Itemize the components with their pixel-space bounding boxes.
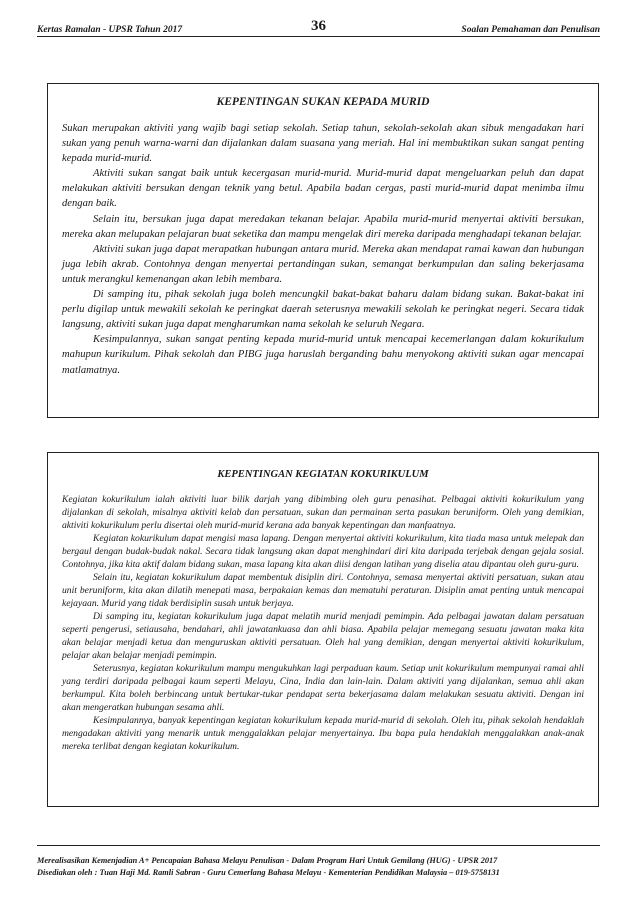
essay-paragraph: Kesimpulannya, banyak kepentingan kegiatan kokurikulum kepada murid-murid di sekolah. Oleh itu, pihak sekolah hendaklah mengadakan aktiviti yang menarik untuk menggalakkan pelajar menyertainya. Ibu bapa pula hendaklah menggalakkan anak-anak mereka terlibat dengan kegiatan kokurikulum. <box>62 715 584 752</box>
essay-box-sukan <box>47 83 599 418</box>
essay-paragraph: Kegiatan kokurikulum ialah aktiviti luar bilik darjah yang dibimbing oleh guru penasihat. Pelbagai aktiviti kokurikulum yang dijalankan di sekolah, misalnya aktiviti kelab dan persatuan, sukan dan permainan serta pasukan beruniform. Oleh yang demikian, aktiviti kokurikulum perlu disertai oleh murid-murid kerana ada banyak kepentingan dan manfaatnya. <box>62 494 584 531</box>
essay-paragraph: Di samping itu, kegiatan kokurikulum juga dapat melatih murid menjadi pemimpin. Ada pelbagai jawatan dalam persatuan seperti pengerusi, setiausaha, bendahari, ahli jawatankuasa dan ahli biasa. Apabila pelajar memegang sesuatu jawatan maka kita akan belajar menjadi ketua dan menguruskan aktiviti persatuan. Oleh hal yang demikian, dengan menyertai aktiviti kokurikulum, pelajar akan belajar menjadi pemimpin. <box>62 611 584 661</box>
essay-title: KEPENTINGAN SUKAN KEPADA MURID <box>216 96 430 108</box>
essay-paragraph: Kegiatan kokurikulum dapat mengisi masa lapang. Dengan menyertai aktiviti kokurikulum, kita tiada masa untuk melepak dan bergaul dengan budak-budak nakal. Secara tidak langsung akan dapat menghindari diri kita daripada terjebak dengan gejala sosial. Contohnya, jika kita aktif dalam bidang sukan, masa lapang kita akan diisi dengan latihan yang diselia atau dipantau oleh guru-guru. <box>62 533 584 570</box>
page-footer <box>37 845 600 878</box>
essay-paragraph: Aktiviti sukan sangat baik untuk kecergasan murid-murid. Murid-murid dapat mengeluarkan peluh dan dapat melakukan aktiviti bersukan dengan teknik yang betul. Apabila badan cergas, pasti murid-murid dapat menimba ilmu dengan baik. <box>62 168 584 210</box>
header-right-text: Soalan Pemahaman dan Penulisan <box>461 25 600 35</box>
footer-line-program: Merealisasikan Kemenjadian A+ Pencapaian Bahasa Melayu Penulisan - Dalam Program Hari Untuk Gemilang (HUG) - UPSR 2017 <box>37 856 498 865</box>
essay-paragraph: Selain itu, bersukan juga dapat meredakan tekanan belajar. Apabila murid-murid menyertai aktiviti bersukan, mereka akan melupakan pelajaran buat seketika dan mampu mengelak diri mereka daripada menghadapi tekanan belajar. <box>62 213 584 240</box>
essay-paragraph: Aktiviti sukan juga dapat merapatkan hubungan antara murid. Mereka akan mendapat ramai kawan dan hubungan juga lebih akrab. Contohnya dengan menyertai pertandingan sukan, semangat berkumpulan dan saling bekerjasama untuk merangkul kemenangan akan lebih membara. <box>62 243 584 285</box>
header-left-text: Kertas Ramalan - UPSR Tahun 2017 <box>37 25 183 35</box>
essay-paragraph: Di samping itu, pihak sekolah juga boleh mencungkil bakat-bakat baharu dalam bidang sukan. Bakat-bakat ini perlu digilap untuk mewakili sekolah ke peringkat daerah seterusnya mewakili sekolah ke peringkat negeri. Secara tidak langsung, aktiviti sukan juga dapat mengharumkan nama sekolah ke seluruh Negara. <box>62 289 584 331</box>
essay-box-kokurikulum <box>47 452 599 807</box>
essay-paragraph: Sukan merupakan aktiviti yang wajib bagi setiap sekolah. Setiap tahun, sekolah-sekolah akan sibuk mengadakan hari sukan yang penuh warna-warni dan dijalankan dalam suasana yang meriah. Hal ini membuktikan sukan sangat penting kepada murid-murid. <box>62 123 584 165</box>
essay-title: KEPENTINGAN KEGIATAN KOKURIKULUM <box>217 469 429 480</box>
essay-paragraph: Selain itu, kegiatan kokurikulum dapat membentuk disiplin diri. Contohnya, semasa menyertai aktiviti persatuan, sukan atau unit beruniform, kita akan dilatih menepati masa, berpakaian kemas dan mematuhi peraturan. Disiplin amat penting untuk mencapai kejayaan. Murid yang tidak berdisiplin susah untuk berjaya. <box>62 572 584 609</box>
footer-line-author: Disediakan oleh : Tuan Haji Md. Ramli Sabran - Guru Cemerlang Bahasa Melayu - Kementerian Pendidikan Malaysia – 019-5758131 <box>37 867 500 877</box>
page-number: 36 <box>311 18 326 34</box>
page-header <box>37 8 600 37</box>
essay-paragraph: Seterusnya, kegiatan kokurikulum mampu mengukuhkan lagi perpaduan kaum. Setiap unit kokurikulum mempunyai ramai ahli yang terdiri daripada pelbagai kaum seperti Melayu, Cina, India dan lain-lain. Dalam aktiviti yang dijalankan, semua ahli akan berkumpul. Kita boleh berbincang untuk bertukar-tukar pendapat serta bekerjasama dalam melakukan sesuatu aktiviti. Dengan ini akan mengeratkan hubungan sesama ahli. <box>62 663 584 713</box>
essay-paragraph: Kesimpulannya, sukan sangat penting kepada murid-murid untuk mencapai kecemerlangan dalam kokurikulum mahupun kurikulum. Pihak sekolah dan PIBG juga haruslah berganding bahu menyokong aktiviti sukan agar mencapai matlamatnya. <box>62 334 584 376</box>
